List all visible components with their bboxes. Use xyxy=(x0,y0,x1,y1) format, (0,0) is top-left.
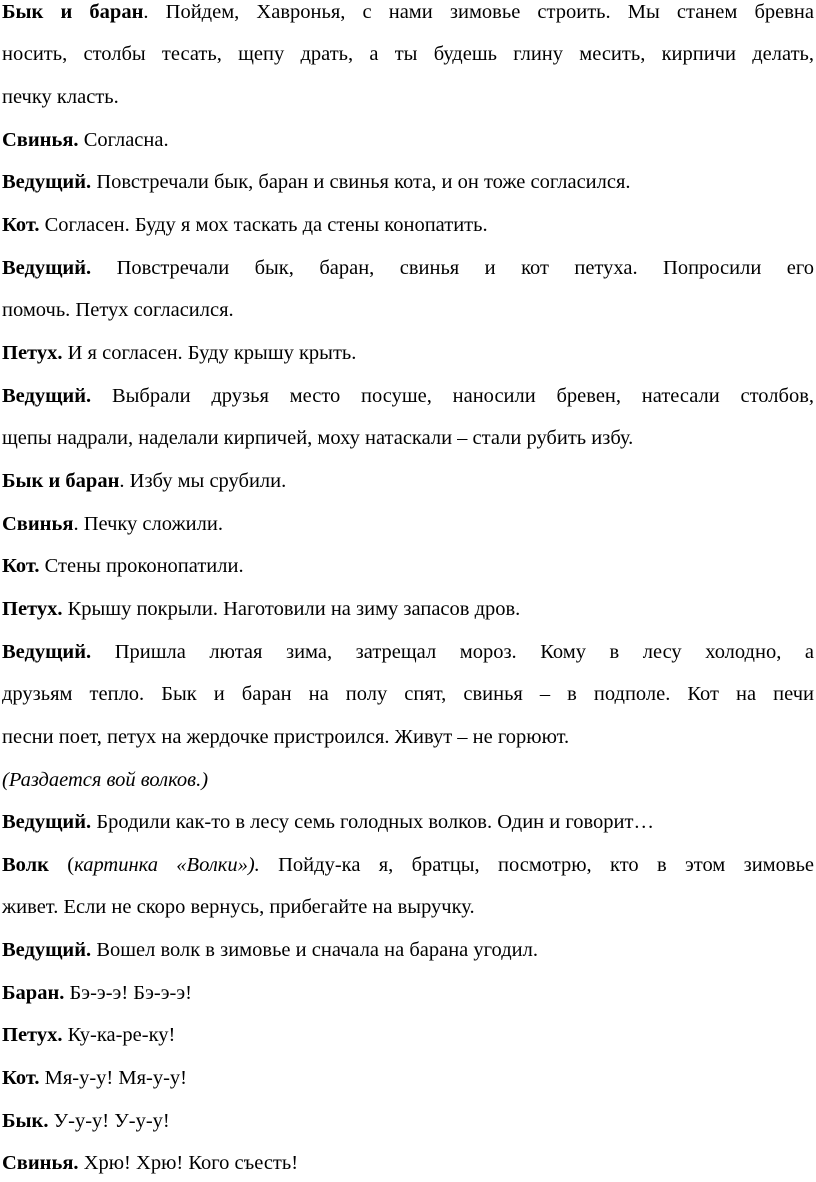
text-line xyxy=(2,1151,814,1175)
line-text: . Печку сложили. xyxy=(73,513,223,535)
text-line xyxy=(2,1066,814,1090)
line-text: живет. Если не скоро вернусь, прибегайте на выручку. xyxy=(2,896,475,918)
line-text: Повстречали бык, баран, свинья и кот петуха. Попросили его xyxy=(91,257,814,279)
speaker-name: Петух. xyxy=(2,598,63,620)
text-line xyxy=(2,640,814,664)
line-text: Стены проконопатили. xyxy=(39,555,244,577)
line-text: Согласна. xyxy=(78,129,169,151)
line-text: друзьям тепло. Бык и баран на полу спят, свинья – в подполе. Кот на печи xyxy=(2,683,814,705)
speaker-name: Кот. xyxy=(2,214,40,236)
speaker-name: Ведущий. xyxy=(2,257,92,279)
text-line xyxy=(2,810,814,834)
line-text: Хрю! Хрю! Кого съесть! xyxy=(78,1152,299,1174)
speaker-name: Ведущий. xyxy=(2,385,92,407)
text-line xyxy=(2,682,814,706)
text-line xyxy=(2,256,814,280)
line-text: И я согласен. Буду крышу крыть. xyxy=(62,342,357,364)
speaker-name: Ведущий. xyxy=(2,171,92,193)
text-line xyxy=(2,981,814,1005)
text-line xyxy=(2,213,814,237)
speaker-name: Ведущий. xyxy=(2,811,92,833)
speaker-name: Петух. xyxy=(2,1024,63,1046)
line-text: Бродили как-то в лесу семь голодных волков. Один и говорит… xyxy=(91,811,654,833)
text-line xyxy=(2,0,814,24)
text-line xyxy=(2,298,814,322)
text-line xyxy=(2,554,814,578)
speaker-name: Свинья xyxy=(2,513,74,535)
line-text-prefix: ( xyxy=(48,854,75,876)
text-line xyxy=(2,895,814,919)
speaker-name: Баран. xyxy=(2,982,65,1004)
speaker-name: Бык. xyxy=(2,1110,49,1132)
speaker-name: Волк xyxy=(2,854,49,876)
line-text: печку класть. xyxy=(2,86,119,108)
line-text: . Избу мы срубили. xyxy=(119,470,287,492)
text-line xyxy=(2,768,814,792)
line-text: Вошел волк в зимовье и сначала на барана угодил. xyxy=(91,939,538,961)
text-line xyxy=(2,128,814,152)
text-line xyxy=(2,384,814,408)
line-text: носить, столбы тесать, щепу драть, а ты будешь глину месить, кирпичи делать, xyxy=(2,43,814,65)
speaker-name: Кот. xyxy=(2,1067,40,1089)
speaker-name: Бык и баран xyxy=(2,470,120,492)
text-line xyxy=(2,1109,814,1133)
text-line xyxy=(2,170,814,194)
line-text: Бэ-э-э! Бэ-э-э! xyxy=(64,982,192,1004)
speaker-name: Свинья. xyxy=(2,1152,79,1174)
text-line xyxy=(2,42,814,66)
line-text: . Пойдем, Хавронья, с нами зимовье строить. Мы станем бревна xyxy=(143,1,814,23)
text-line xyxy=(2,1023,814,1047)
line-text: Крышу покрыли. Наготовили на зиму запасов дров. xyxy=(62,598,521,620)
speaker-name: Ведущий. xyxy=(2,939,92,961)
speaker-name: Петух. xyxy=(2,342,63,364)
speaker-name: Кот. xyxy=(2,555,40,577)
text-line xyxy=(2,469,814,493)
line-text: Согласен. Буду я мох таскать да стены конопатить. xyxy=(39,214,488,236)
text-line xyxy=(2,597,814,621)
stage-direction: (Раздается вой волков.) xyxy=(2,769,209,791)
speaker-name: Свинья. xyxy=(2,129,79,151)
stage-direction: картинка «Волки»). xyxy=(74,854,260,876)
line-text: Пойду-ка я, братцы, посмотрю, кто в этом зимовье xyxy=(259,854,815,876)
text-line xyxy=(2,938,814,962)
line-text: Мя-у-у! Мя-у-у! xyxy=(39,1067,188,1089)
line-text: Повстречали бык, баран и свинья кота, и он тоже согласился. xyxy=(91,171,631,193)
text-line xyxy=(2,512,814,536)
line-text: щепы надрали, наделали кирпичей, моху натаскали – стали рубить избу. xyxy=(2,427,634,449)
line-text: помочь. Петух согласился. xyxy=(2,299,234,321)
line-text: песни поет, петух на жердочке пристроился. Живут – не горюют. xyxy=(2,726,570,748)
line-text: Пришла лютая зима, затрещал мороз. Кому в лесу холодно, а xyxy=(91,641,814,663)
text-line xyxy=(2,426,814,450)
line-text: У-у-у! У-у-у! xyxy=(48,1110,170,1132)
line-text: Ку-ка-ре-ку! xyxy=(62,1024,176,1046)
line-text: Выбрали друзья место посуше, наносили бревен, натесали столбов, xyxy=(91,385,814,407)
speaker-name: Бык и баран xyxy=(2,1,144,23)
text-line xyxy=(2,341,814,365)
text-line xyxy=(2,853,814,877)
text-line xyxy=(2,725,814,749)
speaker-name: Ведущий. xyxy=(2,641,92,663)
text-line xyxy=(2,85,814,109)
